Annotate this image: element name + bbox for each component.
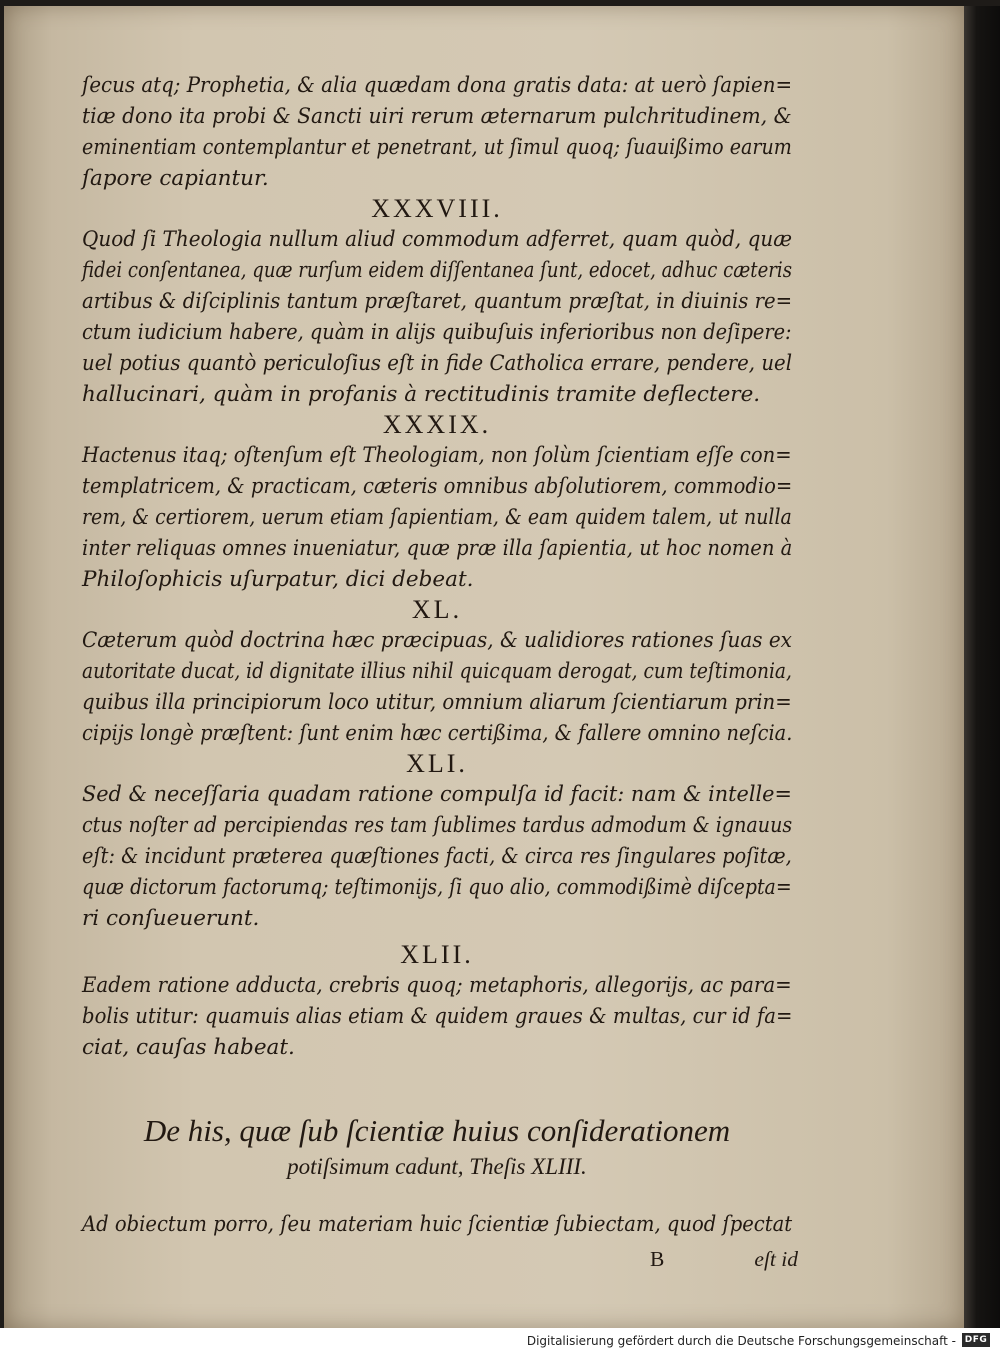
text-line: ctum iudicium habere, quàm in alijs quibuſuis inferioribus non deſipere: bbox=[82, 320, 792, 345]
scan-edge bbox=[964, 6, 1000, 1328]
text-line: ri conſueuerunt. bbox=[82, 906, 260, 931]
text-line: quæ dictorum factorumq; teſtimonijs, ſi quo alio, commodißimè diſcepta= bbox=[82, 875, 792, 900]
text-line: uel potius quantò periculoſius eſt in fide Catholica errare, pendere, uel bbox=[82, 351, 793, 376]
thesis-number: XL. bbox=[411, 595, 463, 624]
text-line: eminentiam contemplantur et penetrant, ut ſimul quoq; ſuauißimo earum bbox=[82, 135, 792, 160]
text-line: tiæ dono ita probi & Sancti uiri rerum æternarum pulchritudinem, & bbox=[82, 104, 792, 129]
thesis-paragraph bbox=[82, 224, 792, 410]
thesis-paragraph bbox=[82, 625, 792, 749]
catchword: eſt id bbox=[754, 1247, 798, 1271]
dfg-logo: DFG bbox=[962, 1333, 990, 1347]
text-line: cipijs longè præſtent: ſunt enim hæc certißima, & fallere omnino neſcia. bbox=[82, 721, 793, 746]
text-line: artibus & diſciplinis tantum præſtaret, quantum præſtat, in diuinis re= bbox=[82, 289, 793, 314]
text-line: Cæterum quòd doctrina hæc præcipuas, & ualidiores rationes ſuas ex bbox=[82, 628, 792, 653]
page-text bbox=[82, 70, 798, 1275]
text-line: Quod ſi Theologia nullum aliud commodum adferret, quam quòd, quæ bbox=[82, 227, 793, 252]
text-line: Ad obiectum porro, ſeu materiam huic ſcientiæ ſubiectam, quod ſpectat bbox=[82, 1212, 793, 1237]
text-line: ciat, cauſas habeat. bbox=[82, 1035, 295, 1060]
text-line: quibus illa principiorum loco utitur, omnium aliarum ſcientiarum prin= bbox=[82, 690, 792, 715]
text-line: ſecus atq; Prophetia, & alia quædam dona gratis data: at uerò ſapien= bbox=[82, 73, 793, 98]
text-line: Hactenus itaq; oſtenſum eſt Theologiam, non ſolùm ſcientiam eſſe con= bbox=[82, 443, 792, 468]
digitization-footer bbox=[0, 1328, 1000, 1353]
thesis-number: XXXVIII. bbox=[371, 194, 503, 223]
text-line: Eadem ratione adducta, crebris quoq; metaphoris, allegorijs, ac para= bbox=[82, 973, 792, 998]
text-line: ſapore capiantur. bbox=[82, 166, 269, 191]
thesis-paragraph bbox=[82, 970, 792, 1063]
final-paragraph bbox=[82, 1209, 792, 1240]
text-line: autoritate ducat, id dignitate illius nihil quicquam derogat, cum teſtimonia, bbox=[82, 659, 792, 684]
thesis-paragraph bbox=[82, 440, 792, 595]
thesis-number: XLI. bbox=[406, 749, 468, 778]
text-line: Philoſophicis uſurpatur, dici debeat. bbox=[82, 567, 474, 592]
intro-paragraph bbox=[82, 70, 792, 194]
thesis-number: XLII. bbox=[400, 940, 474, 969]
text-line: inter reliquas omnes inueniatur, quæ præ illa ſapientia, ut hoc nomen à bbox=[82, 536, 793, 561]
text-line: ctus noſter ad percipiendas res tam ſublimes tardus admodum & ignauus bbox=[82, 813, 793, 838]
text-line: hallucinari, quàm in profanis à rectitudinis tramite deflectere. bbox=[82, 382, 761, 407]
thesis-paragraph bbox=[82, 779, 792, 934]
section-title-line: De his, quæ ſub ſcientiæ huius conſiderationem bbox=[143, 1113, 731, 1148]
text-line: eſt: & incidunt præterea quæſtiones facti, & circa res ſingulares poſitæ, bbox=[82, 844, 792, 869]
text-line: Sed & neceſſaria quadam ratione compulſa id facit: nam & intelle= bbox=[82, 782, 792, 807]
text-line: templatricem, & practicam, cæteris omnibus abſolutiorem, commodio= bbox=[82, 474, 793, 499]
section-title-line: potiſsimum cadunt, Theſis XLIII. bbox=[287, 1154, 587, 1179]
signature-mark: B bbox=[650, 1247, 665, 1271]
section-title bbox=[82, 1111, 792, 1183]
text-line: fidei conſentanea, quæ rurſum eidem diſſentanea ſunt, edocet, adhuc cæteris bbox=[82, 258, 792, 283]
page-foot bbox=[650, 1244, 798, 1275]
footer-text: Digitalisierung gefördert durch die Deutsche Forschungsgemeinschaft - bbox=[526, 1334, 956, 1348]
text-line: rem, & certiorem, uerum etiam ſapientiam, & eam quidem talem, ut nulla bbox=[82, 505, 792, 530]
thesis-number: XXXIX. bbox=[382, 410, 492, 439]
text-line: bolis utitur: quamuis alias etiam & quidem graues & multas, cur id fa= bbox=[82, 1004, 793, 1029]
